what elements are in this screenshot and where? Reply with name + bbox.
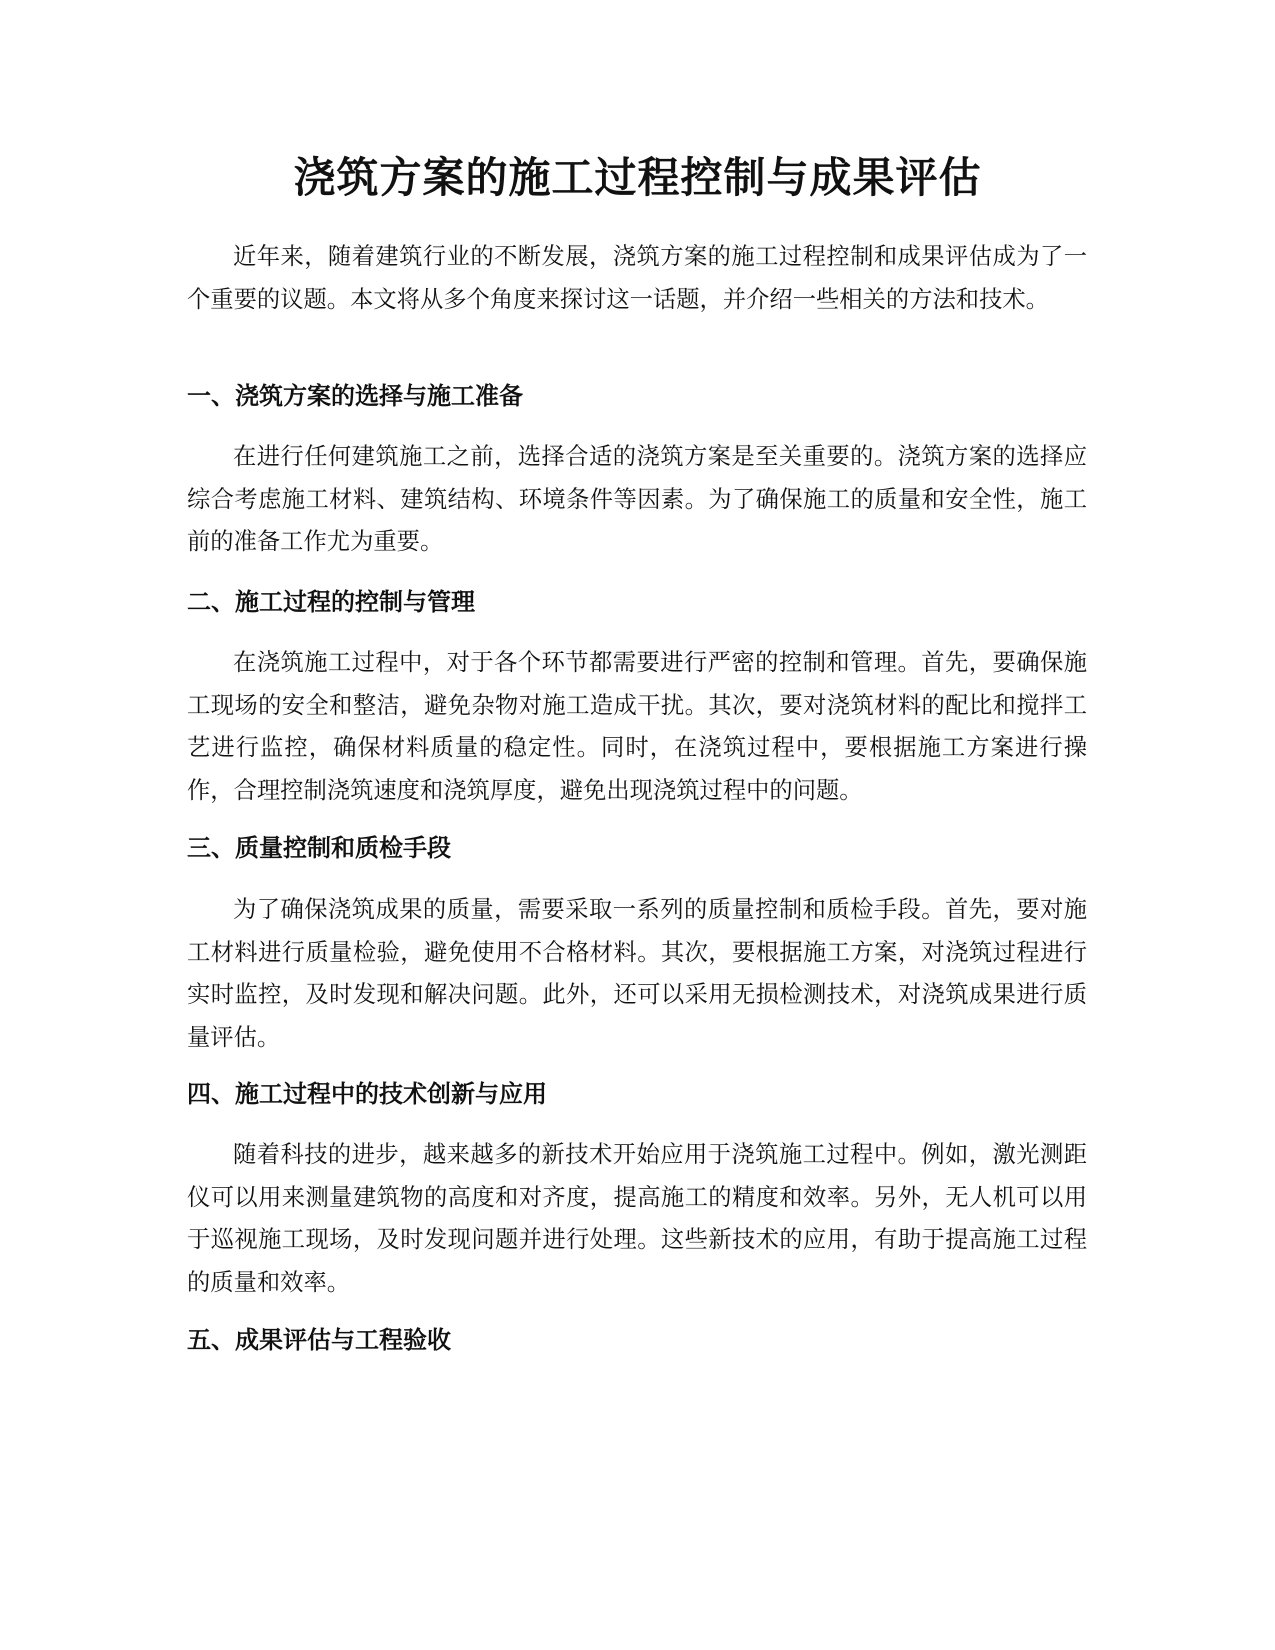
section-body-2: 在浇筑施工过程中，对于各个环节都需要进行严密的控制和管理。首先，要确保施工现场的安全和整洁，避免杂物对施工造成干扰。其次，要对浇筑材料的配比和搅拌工艺进行监控，确保材料质量的稳定性。同时，在浇筑过程中，要根据施工方案进行操作，合理控制浇筑速度和浇筑厚度，避免出现浇筑过程中的问题。 bbox=[187, 649, 1087, 804]
section-body-3: 为了确保浇筑成果的质量，需要采取一系列的质量控制和质检手段。首先，要对施工材料进行质量检验，避免使用不合格材料。其次，要根据施工方案，对浇筑过程进行实时监控，及时发现和解决问题。此外，还可以采用无损检测技术，对浇筑成果进行质量评估。 bbox=[187, 896, 1087, 1051]
section-heading-3: 三、质量控制和质检手段 bbox=[187, 834, 451, 862]
intro-paragraph: 近年来，随着建筑行业的不断发展，浇筑方案的施工过程控制和成果评估成为了一个重要的议题。本文将从多个角度来探讨这一话题，并介绍一些相关的方法和技术。 bbox=[187, 243, 1087, 313]
section-heading-2: 二、施工过程的控制与管理 bbox=[187, 588, 475, 616]
section-heading-5: 五、成果评估与工程验收 bbox=[187, 1326, 451, 1354]
section-heading-4: 四、施工过程中的技术创新与应用 bbox=[187, 1080, 547, 1108]
section-body-1: 在进行任何建筑施工之前，选择合适的浇筑方案是至关重要的。浇筑方案的选择应综合考虑施工材料、建筑结构、环境条件等因素。为了确保施工的质量和安全性，施工前的准备工作尤为重要。 bbox=[187, 443, 1087, 555]
document-title: 浇筑方案的施工过程控制与成果评估 bbox=[293, 153, 982, 202]
section-heading-1: 一、浇筑方案的选择与施工准备 bbox=[187, 382, 523, 410]
section-body-4: 随着科技的进步，越来越多的新技术开始应用于浇筑施工过程中。例如，激光测距仪可以用来测量建筑物的高度和对齐度，提高施工的精度和效率。另外，无人机可以用于巡视施工现场，及时发现问题并进行处理。这些新技术的应用，有助于提高施工过程的质量和效率。 bbox=[187, 1141, 1087, 1296]
